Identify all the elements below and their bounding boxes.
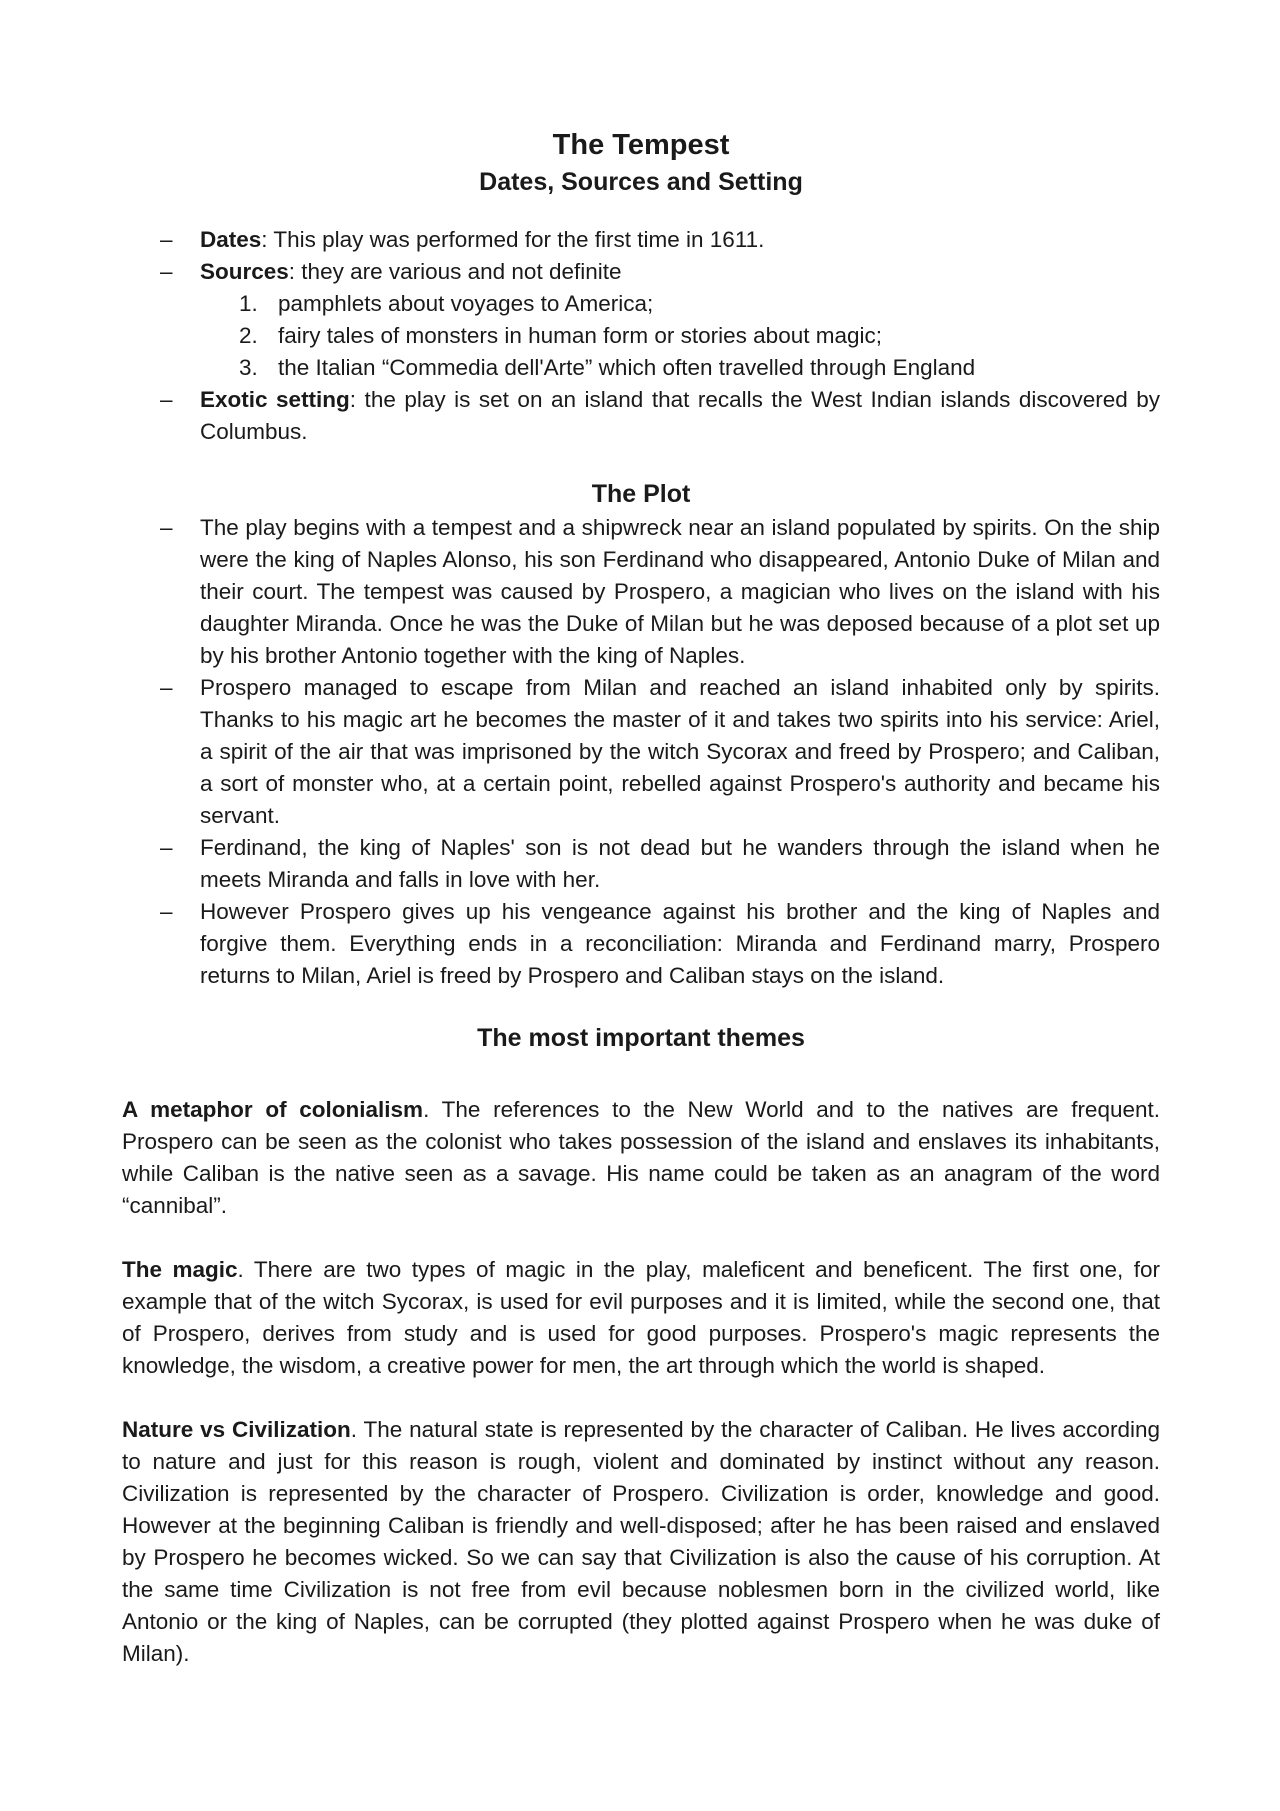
setting-text: : the play is set on an island that recalls the West Indian islands discovered by Columbus.: [200, 387, 1160, 444]
plot-item-text: However Prospero gives up his vengeance against his brother and the king of Naples and forgive them. Everything ends in a reconciliation: Miranda and Ferdinand marry, Prospero returns to Milan, Ariel is freed by Prospero and Caliban stays on the island.: [200, 899, 1160, 988]
plot-item: [160, 512, 1160, 672]
source-item-text: fairy tales of monsters in human form or stories about magic;: [278, 323, 882, 348]
source-item-text: the Italian “Commedia dell'Arte” which often travelled through England: [278, 355, 976, 380]
list-item-dates: [160, 224, 1160, 256]
sources-text: : they are various and not definite: [288, 259, 622, 284]
source-item-number: 2.: [239, 323, 258, 348]
plot-list: [122, 512, 1160, 992]
dates-label: Dates: [200, 227, 262, 252]
dash-bullet: –: [160, 835, 173, 860]
theme-label: The magic: [122, 1257, 238, 1282]
source-item-number: 1.: [239, 291, 258, 316]
plot-heading: The Plot: [591, 480, 691, 508]
theme-paragraph-nature-vs-civilization: [122, 1414, 1160, 1670]
source-item: [239, 352, 1160, 384]
source-item-text: pamphlets about voyages to America;: [278, 291, 654, 316]
plot-item-text: The play begins with a tempest and a shipwreck near an island populated by spirits. On the ship were the king of Naples Alonso, his son Ferdinand who disappeared, Antonio Duke of Milan and their court. The tempest was caused by Prospero, a magician who lives on the island with his daughter Miranda. Once he was the Duke of Milan but he was deposed because of a plot set up by his brother Antonio together with the king of Naples.: [200, 515, 1160, 668]
dash-bullet: –: [160, 899, 173, 924]
plot-item: [160, 896, 1160, 992]
theme-paragraph-colonialism: [122, 1094, 1160, 1222]
theme-paragraph-magic: [122, 1254, 1160, 1382]
plot-item: [160, 672, 1160, 832]
theme-text: . The references to the New World and to the natives are frequent. Prospero can be seen as the colonist who takes possession of the island and enslaves its inhabitants, while Caliban is the native seen as a savage. His name could be taken as an anagram of the word “cannibal”.: [122, 1097, 1161, 1218]
theme-text: . There are two types of magic in the play, maleficent and beneficent. The first one, for example that of the witch Sycorax, is used for evil purposes and it is limited, while the second one, that of Prospero, derives from study and is used for good purposes. Prospero's magic represents the knowledge, the wisdom, a creative power for men, the art through which the world is shaped.: [122, 1257, 1160, 1378]
theme-text: . The natural state is represented by the character of Caliban. He lives according to nature and just for this reason is rough, violent and dominated by instinct without any reason. Civilization is represented by the character of Prospero. Civilization is order, knowledge and good. However at the beginning Caliban is friendly and well-disposed; after he has been raised and enslaved by Prospero he becomes wicked. So we can say that Civilization is also the cause of his corruption. At the same time Civilization is not free from evil because noblesmen born in the civilized world, like Antonio or the king of Naples, can be corrupted (they plotted against Prospero when he was duke of Milan).: [122, 1417, 1160, 1666]
list-item-sources: [160, 256, 1160, 384]
dash-bullet: –: [160, 675, 173, 700]
dash-bullet: –: [160, 515, 173, 540]
document-title: The Tempest: [552, 129, 730, 161]
plot-item: [160, 832, 1160, 896]
theme-label: Nature vs Civilization: [122, 1417, 351, 1442]
source-item: [239, 320, 1160, 352]
sources-label: Sources: [200, 259, 289, 284]
plot-item-text: Ferdinand, the king of Naples' son is not dead but he wanders through the island when he meets Miranda and falls in love with her.: [200, 835, 1160, 892]
dash-bullet: –: [160, 387, 173, 412]
intro-list: [122, 224, 1160, 448]
dates-text: : This play was performed for the first time in 1611.: [261, 227, 765, 252]
list-item-setting: [160, 384, 1160, 448]
setting-label: Exotic setting: [200, 387, 350, 412]
source-item-number: 3.: [239, 355, 258, 380]
themes-heading: The most important themes: [477, 1024, 805, 1052]
document-subtitle: Dates, Sources and Setting: [479, 168, 803, 196]
theme-label: A metaphor of colonialism: [122, 1097, 424, 1122]
plot-item-text: Prospero managed to escape from Milan and reached an island inhabited only by spirits. Thanks to his magic art he becomes the master of it and takes two spirits into his service: Ariel, a spirit of the air that was imprisoned by the witch Sycorax and freed by Prospero; and Caliban, a sort of monster who, at a certain point, rebelled against Prospero's authority and became his servant.: [200, 675, 1160, 828]
dash-bullet: –: [160, 227, 173, 252]
sources-numbered-list: [200, 288, 1160, 384]
dash-bullet: –: [160, 259, 173, 284]
source-item: [239, 288, 1160, 320]
